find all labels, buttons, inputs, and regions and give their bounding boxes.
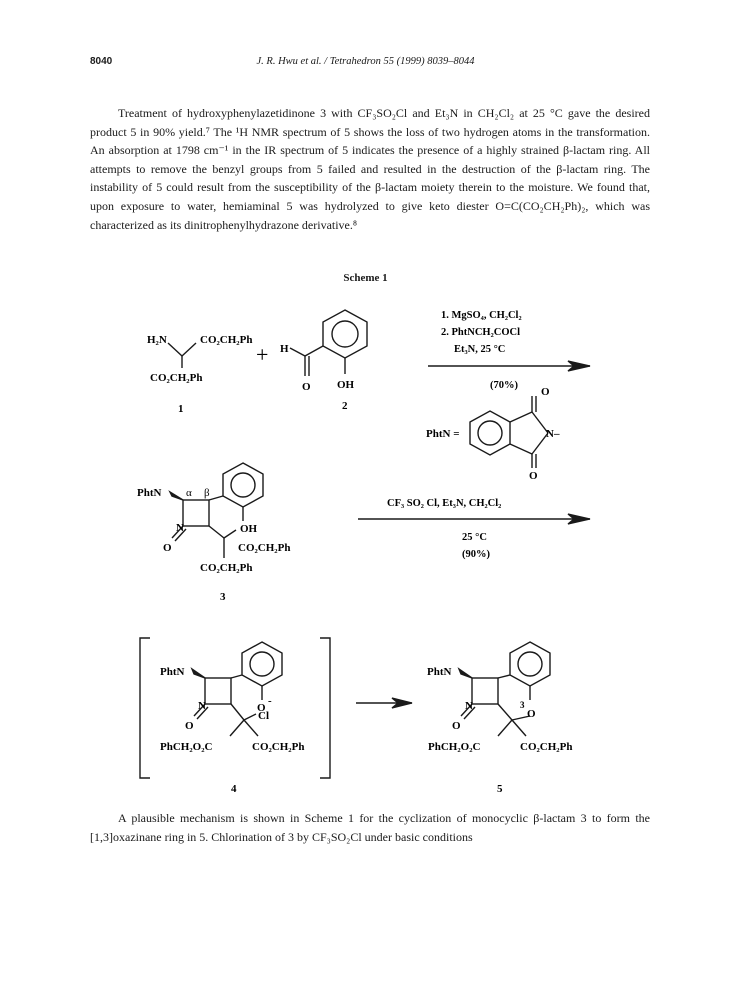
bond xyxy=(498,675,510,678)
ring-position-3: 3 xyxy=(520,700,525,710)
label-alpha: α xyxy=(186,487,192,499)
bond xyxy=(182,343,196,356)
aromatic-circle-5 xyxy=(518,652,542,676)
atom-n: N xyxy=(176,522,184,534)
aromatic-circle-4 xyxy=(250,652,274,676)
bond xyxy=(510,444,532,454)
group-co2ch2ph: CO₂CH₂Ph xyxy=(200,334,253,346)
atom-phtn: PhtN xyxy=(137,487,162,499)
wedge-bond xyxy=(170,492,183,500)
group-co2ch2ph: CO₂CH₂Ph xyxy=(200,562,253,574)
bracket-right xyxy=(320,638,330,778)
atom-o: O xyxy=(529,470,538,482)
yield-step2: (90%) xyxy=(462,549,490,560)
aromatic-circle-3 xyxy=(231,473,255,497)
group-oh: OH xyxy=(240,523,258,535)
atom-o: O xyxy=(527,708,536,720)
benzene-ring-5 xyxy=(510,642,550,686)
atom-o: O xyxy=(452,720,461,732)
atom-o-minus: O xyxy=(257,702,266,714)
paragraph-2-text: A plausible mechanism is shown in Scheme 1 for the cyclization of monocyclic β-lactam 3 to form the [1,3]oxazinane ring in 5. Chlorination of 3 by CF₃SO₂Cl under basic conditions xyxy=(90,811,650,844)
compound-label-1: 1 xyxy=(178,403,184,415)
atom-cl: Cl xyxy=(258,710,269,722)
bond xyxy=(244,714,256,720)
benzene-ring-2 xyxy=(323,310,367,358)
benzene-ring-3 xyxy=(223,463,263,507)
plus-sign: + xyxy=(256,342,269,367)
compound-label-2: 2 xyxy=(342,400,348,412)
atom-o: O xyxy=(541,386,550,398)
phtn-definition: PhtN = xyxy=(426,428,460,440)
scheme-1-figure xyxy=(0,268,731,808)
bond xyxy=(498,720,512,736)
condition-step2-line2: 25 °C xyxy=(462,532,487,543)
paragraph-1-text: Treatment of hydroxyphenylazetidinone 3 with CF₃SO₂Cl and Et₃N in CH₂Cl₂ at 25 °C gave the desired product 5 in 90% yield.⁷ The ¹H NMR spectrum of 5 shows the loss of two hydrogen atoms in the transformation. An absorption at 1798 cm⁻¹ in the IR spectrum of 5 indicates the presence of a highly strained β-lactam ring. All attempts to remove the benzyl groups from 5 failed and resulted in the destruction of the β-lactam ring. The instability of 5 could result from the susceptibility of the β-lactam moiety therein to the moisture. We found that, upon exposure to water, hemiaminal 5 was hydrolyzed to give keto diester O=C(CO₂CH₂Ph)₂, which was characterized as its dinitrophenylhydrazone derivative.⁸ xyxy=(90,106,650,232)
atom-n: N– xyxy=(546,428,560,440)
bond xyxy=(244,720,258,736)
compound-label-5: 5 xyxy=(497,783,503,795)
bond xyxy=(305,346,323,356)
condition-step1-line2: 2. PhtNCH₂COCl xyxy=(441,327,520,338)
bond xyxy=(512,720,526,736)
beta-lactam-ring-3 xyxy=(183,500,209,526)
paragraph-1 xyxy=(90,104,650,234)
bond xyxy=(224,530,236,538)
group-phch2o2c: PhCH₂O₂C xyxy=(160,741,213,753)
atom-h2n: H₂N xyxy=(147,334,167,346)
condition-step1-line1: 1. MgSO₄, CH₂Cl₂ xyxy=(441,310,522,321)
charge-minus: - xyxy=(268,695,272,707)
phthalimide-aromatic-circle xyxy=(478,421,502,445)
running-head: J. R. Hwu et al. / Tetrahedron 55 (1999) 8039–8044 xyxy=(256,56,475,67)
bond xyxy=(209,526,224,538)
group-co2ch2ph: CO₂CH₂Ph xyxy=(238,542,291,554)
compound-label-4: 4 xyxy=(231,783,237,795)
atom-phtn: PhtN xyxy=(160,666,185,678)
wedge-bond xyxy=(459,669,472,678)
group-phch2o2c: PhCH₂O₂C xyxy=(428,741,481,753)
group-oh: OH xyxy=(337,379,355,391)
bond xyxy=(231,675,242,678)
bond xyxy=(231,704,244,720)
benzene-ring-4 xyxy=(242,642,282,686)
atom-n: N xyxy=(465,700,473,712)
wedge-bond xyxy=(192,669,205,678)
bond xyxy=(510,412,532,422)
bond xyxy=(290,348,305,356)
atom-o: O xyxy=(302,381,311,393)
atom-o: O xyxy=(185,720,194,732)
bond xyxy=(498,704,512,720)
atom-phtn: PhtN xyxy=(427,666,452,678)
page-number: 8040 xyxy=(90,56,113,67)
phthalimide-benzene xyxy=(470,411,510,455)
atom-h: H xyxy=(280,343,289,355)
compound-label-3: 3 xyxy=(220,591,226,603)
beta-lactam-ring-4 xyxy=(205,678,231,704)
yield-step1: (70%) xyxy=(490,380,518,391)
bracket-left xyxy=(140,638,150,778)
bond xyxy=(230,720,244,736)
scheme-caption: Scheme 1 xyxy=(343,272,388,284)
paragraph-2 xyxy=(90,809,650,846)
condition-step2-line1: CF₃ SO₂ Cl, Et₃N, CH₂Cl₂ xyxy=(387,498,502,509)
condition-step1-line3: Et₃N, 25 °C xyxy=(454,344,506,355)
atom-n: N xyxy=(198,700,206,712)
aromatic-circle-2 xyxy=(332,321,358,347)
bond xyxy=(168,343,182,356)
atom-o: O xyxy=(163,542,172,554)
group-co2ch2ph: CO₂CH₂Ph xyxy=(150,372,203,384)
beta-lactam-ring-5 xyxy=(472,678,498,704)
bond xyxy=(209,496,223,500)
label-beta: β xyxy=(204,487,210,499)
group-co2ch2ph: CO₂CH₂Ph xyxy=(520,741,573,753)
group-co2ch2ph: CO₂CH₂Ph xyxy=(252,741,305,753)
